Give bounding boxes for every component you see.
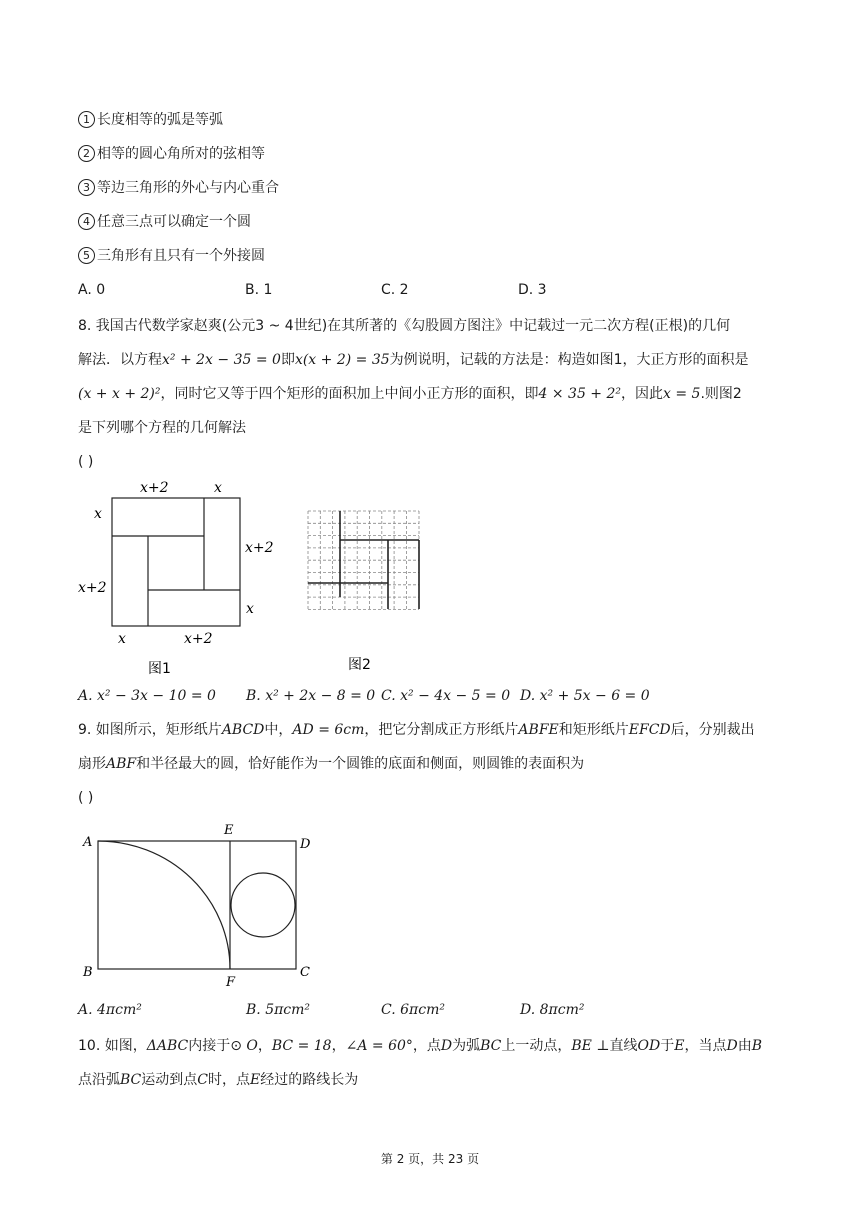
- q7-option-a: A. 0: [78, 282, 106, 298]
- q8-text-line1: 8. 我国古代数学家赵爽(公元3 ~ 4世纪)在其所著的《勾股圆方图注》中记载过一元二次方程(正根)的几何: [78, 318, 731, 334]
- fig1-label: x+2: [184, 631, 213, 647]
- fig1-label: x: [246, 601, 254, 617]
- q10-text-line2: 点沿弧BC运动到点C时，点E经过的路线长为: [78, 1072, 359, 1088]
- q9-text-line1: 9. 如图所示，矩形纸片ABCD中，AD = 6cm，把它分割成正方形纸片ABFE和矩形纸片EFCD后，分别裁出: [78, 722, 755, 738]
- fig1-label: x+2: [140, 480, 169, 496]
- q9-option-c: C. 6πcm²: [381, 1002, 445, 1018]
- q8-figure-1: [70, 475, 290, 685]
- q9-option-d: D. 8πcm²: [520, 1002, 585, 1018]
- point-label-a: A: [83, 835, 93, 850]
- q9-text-line2: 扇形ABF和半径最大的圆，恰好能作为一个圆锥的底面和侧面，则圆锥的表面积为: [78, 756, 585, 772]
- page-footer: 第 2 页，共 23 页: [380, 1152, 480, 1166]
- fig1-label: x: [118, 631, 126, 647]
- point-label-e: E: [224, 823, 234, 838]
- q8-text-line2: 解法．以方程x² + 2x − 35 = 0即x(x + 2) = 35为例说明，记载的方法是：构造如图1，大正方形的面积是: [78, 352, 749, 368]
- fig1-label: x: [94, 506, 102, 522]
- q8-option-a: A. x² − 3x − 10 = 0: [78, 688, 216, 704]
- q8-text-line3: (x + x + 2)²，同时它又等于四个矩形的面积加上中间小正方形的面积，即4 × 35 + 2²，因此x = 5.则图2: [78, 386, 742, 402]
- fig1-outer-square: [112, 498, 240, 626]
- statement-2: 2 相等的圆心角所对的弦相等: [78, 144, 265, 164]
- q9-figure: [75, 818, 335, 993]
- point-label-b: B: [83, 965, 93, 980]
- fig1-label: x+2: [78, 580, 107, 596]
- q9-option-b: B. 5πcm²: [246, 1002, 311, 1018]
- q9-answer-paren: ( ): [78, 790, 94, 806]
- q8-text-line4: 是下列哪个方程的几何解法: [78, 420, 246, 436]
- q7-option-b: B. 1: [245, 282, 273, 298]
- fig1-label: x+2: [245, 540, 274, 556]
- q8-figure-2: [300, 505, 430, 685]
- point-label-c: C: [300, 965, 310, 980]
- q8-answer-paren: ( ): [78, 454, 94, 470]
- q8-option-d: D. x² + 5x − 6 = 0: [520, 688, 650, 704]
- statement-5: 5 三角形有且只有一个外接圆: [78, 246, 265, 266]
- fig1-label: x: [214, 480, 222, 496]
- fig2-caption: 图2: [348, 657, 371, 673]
- rect-abcd: [98, 841, 296, 969]
- q7-option-c: C. 2: [381, 282, 409, 298]
- statement-3: 3 等边三角形的外心与内心重合: [78, 178, 279, 198]
- q10-text-line1: 10. 如图，ΔABC内接于⊙ O，BC = 18，∠A = 60°，点D为弧BC上一动点，BE ⊥直线OD于E，当点D由B: [78, 1038, 762, 1054]
- statement-1: 1 长度相等的弧是等弧: [78, 110, 223, 130]
- arc-af: [98, 841, 230, 969]
- point-label-f: F: [226, 975, 236, 990]
- q8-option-b: B. x² + 2x − 8 = 0: [246, 688, 376, 704]
- q8-option-c: C. x² − 4x − 5 = 0: [381, 688, 511, 704]
- inscribed-circle: [231, 873, 295, 937]
- statement-4: 4 任意三点可以确定一个圆: [78, 212, 251, 232]
- q7-option-d: D. 3: [518, 282, 547, 298]
- fig1-caption: 图1: [148, 661, 171, 677]
- q9-option-a: A. 4πcm²: [78, 1002, 142, 1018]
- point-label-d: D: [300, 837, 311, 852]
